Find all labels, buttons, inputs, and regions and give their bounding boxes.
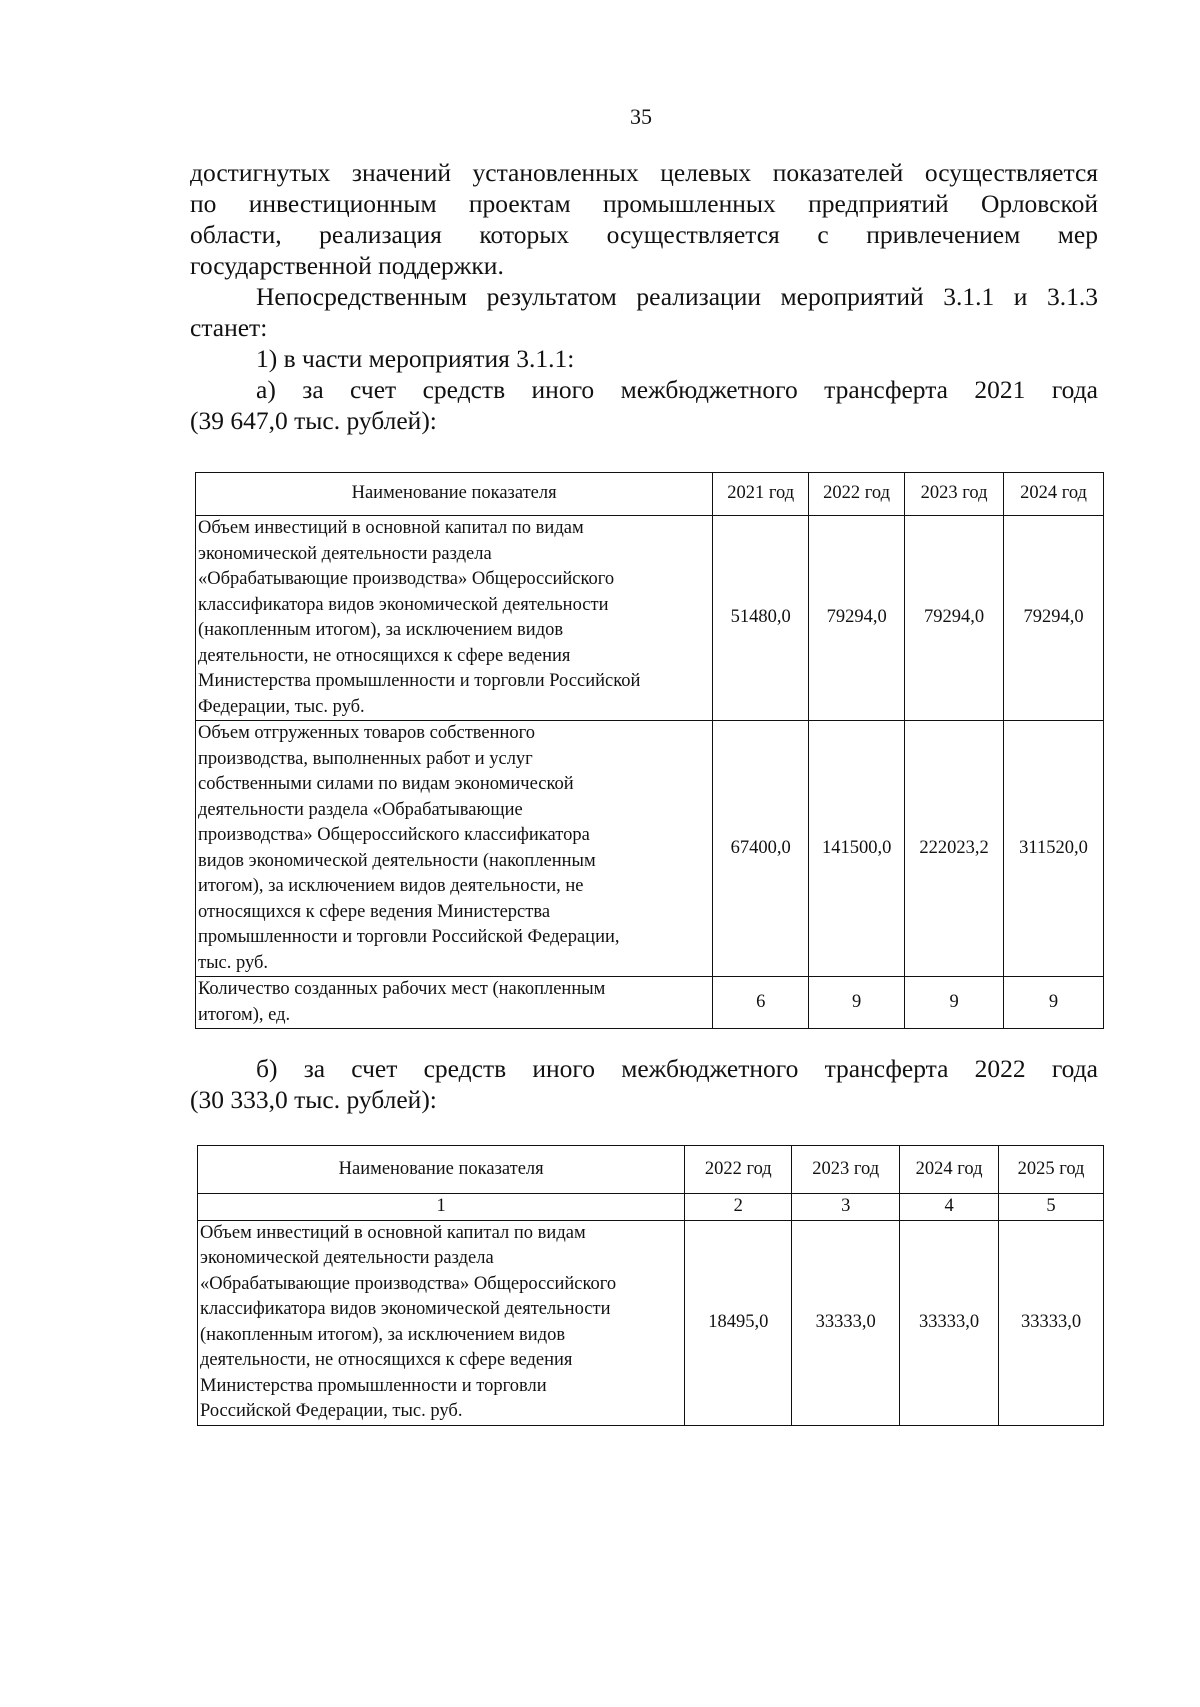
- indicator-value: 67400,0: [713, 721, 809, 977]
- header-year: 2025 год: [999, 1146, 1104, 1194]
- paragraph-transfer-2022: [190, 1053, 1098, 1115]
- column-number: 5: [999, 1194, 1104, 1221]
- indicator-value: 311520,0: [1004, 721, 1104, 977]
- header-year: 2023 год: [905, 473, 1004, 516]
- indicator-name-line: Министерства промышленности и торговли Российской: [198, 671, 641, 691]
- indicator-name-line: собственными силами по видам экономической: [198, 774, 574, 794]
- page-number: 35: [630, 104, 652, 129]
- indicator-name-line: относящихся к сфере ведения Министерства: [198, 901, 551, 922]
- indicator-value: 33333,0: [900, 1220, 999, 1425]
- header-indicator-name: Наименование показателя: [196, 473, 713, 516]
- indicator-value: 9: [809, 977, 905, 1029]
- table-row: [198, 1220, 1104, 1425]
- indicator-name-line: итогом), за исключением видов деятельности, не: [198, 876, 584, 896]
- column-number: 3: [792, 1194, 900, 1221]
- indicator-name-line: Объем инвестиций в основной капитал по видам: [198, 518, 584, 538]
- table-header-row: [196, 473, 1104, 516]
- column-number: 4: [900, 1194, 999, 1221]
- header-indicator-name: Наименование показателя: [198, 1146, 685, 1194]
- indicator-value: 9: [905, 977, 1004, 1029]
- indicator-name-line: классификатора видов экономической деятельности: [200, 1299, 611, 1319]
- indicator-name-line: Министерства промышленности и торговли: [200, 1375, 547, 1396]
- indicator-value: 6: [713, 977, 809, 1029]
- indicator-name-line: Федерации, тыс. руб.: [198, 696, 365, 717]
- indicator-name-line: (накопленным итогом), за исключением видов: [198, 620, 564, 640]
- table-row: [196, 977, 1104, 1029]
- table-header-row: [198, 1146, 1104, 1194]
- header-year: 2023 год: [792, 1146, 900, 1194]
- indicator-name-line: экономической деятельности раздела: [198, 543, 492, 564]
- text-line: области, реализация которых осуществляется с привлечением мер: [190, 220, 1098, 249]
- table-row: [196, 516, 1104, 721]
- indicator-name-line: деятельности раздела «Обрабатывающие: [198, 799, 523, 820]
- indicator-value: 33333,0: [999, 1220, 1104, 1425]
- column-number: 1: [198, 1194, 685, 1221]
- indicator-name-line: «Обрабатывающие производства» Общероссийского: [200, 1273, 617, 1294]
- table-row: [196, 721, 1104, 977]
- text-line: (30 333,0 тыс. рублей):: [190, 1085, 437, 1114]
- column-number-row: [198, 1194, 1104, 1221]
- indicator-value: 18495,0: [685, 1220, 792, 1425]
- indicator-name-line: Количество созданных рабочих мест (накопленным: [198, 979, 606, 999]
- indicator-name: [196, 516, 713, 721]
- text-line: (39 647,0 тыс. рублей):: [190, 406, 437, 435]
- indicator-value: 51480,0: [713, 516, 809, 721]
- indicator-value: 9: [1004, 977, 1104, 1029]
- indicator-name-line: производства, выполненных работ и услуг: [198, 748, 533, 769]
- indicators-table-2021: [195, 472, 1104, 1029]
- paragraph-results-intro: [190, 157, 1098, 281]
- indicator-name-line: классификатора видов экономической деятельности: [198, 594, 609, 615]
- header-year: 2024 год: [1004, 473, 1104, 516]
- text-line: станет:: [190, 313, 268, 342]
- indicator-name-line: деятельности, не относящихся к сфере ведения: [198, 645, 571, 666]
- indicator-name-line: итогом), ед.: [198, 1004, 291, 1025]
- indicator-name-line: видов экономической деятельности (накопленным: [198, 850, 596, 871]
- indicator-name-line: Объем отгруженных товаров собственного: [198, 723, 536, 743]
- indicator-value: 222023,2: [905, 721, 1004, 977]
- indicator-value: 79294,0: [809, 516, 905, 721]
- text-line: по инвестиционным проектам промышленных предприятий Орловской: [190, 189, 1098, 218]
- header-year: 2021 год: [713, 473, 809, 516]
- text-line: достигнутых значений установленных целевых показателей осуществляется: [190, 158, 1098, 187]
- text-line: а) за счет средств иного межбюджетного трансферта 2021 года: [256, 375, 1098, 404]
- indicators-table-2022: [197, 1145, 1104, 1426]
- text-line: б) за счет средств иного межбюджетного трансферта 2022 года: [256, 1054, 1098, 1083]
- header-year: 2024 год: [900, 1146, 999, 1194]
- text-line: Непосредственным результатом реализации мероприятий 3.1.1 и 3.1.3: [256, 282, 1098, 311]
- header-year: 2022 год: [809, 473, 905, 516]
- column-number: 2: [685, 1194, 792, 1221]
- indicator-name-line: «Обрабатывающие производства» Общероссийского: [198, 569, 615, 589]
- indicator-value: 141500,0: [809, 721, 905, 977]
- indicator-name-line: тыс. руб.: [198, 952, 269, 973]
- indicator-name-line: Объем инвестиций в основной капитал по видам: [200, 1222, 586, 1243]
- indicator-value: 79294,0: [905, 516, 1004, 721]
- indicator-name-line: промышленности и торговли Российской Федерации,: [198, 927, 620, 947]
- header-year: 2022 год: [685, 1146, 792, 1194]
- list-item-measure: 1) в части мероприятия 3.1.1:: [256, 344, 575, 373]
- indicator-name-line: экономической деятельности раздела: [200, 1248, 494, 1268]
- indicator-value: 33333,0: [792, 1220, 900, 1425]
- indicator-name: [196, 977, 713, 1029]
- indicator-name: [198, 1220, 685, 1425]
- indicator-name-line: (накопленным итогом), за исключением видов: [200, 1324, 566, 1345]
- indicator-name-line: деятельности, не относящихся к сфере ведения: [200, 1350, 573, 1370]
- paragraph-direct-results: [190, 281, 1098, 436]
- indicator-name: [196, 721, 713, 977]
- indicator-value: 79294,0: [1004, 516, 1104, 721]
- text-line: государственной поддержки.: [190, 251, 504, 280]
- indicator-name-line: Российской Федерации, тыс. руб.: [200, 1401, 463, 1421]
- indicator-name-line: производства» Общероссийского классификатора: [198, 825, 590, 845]
